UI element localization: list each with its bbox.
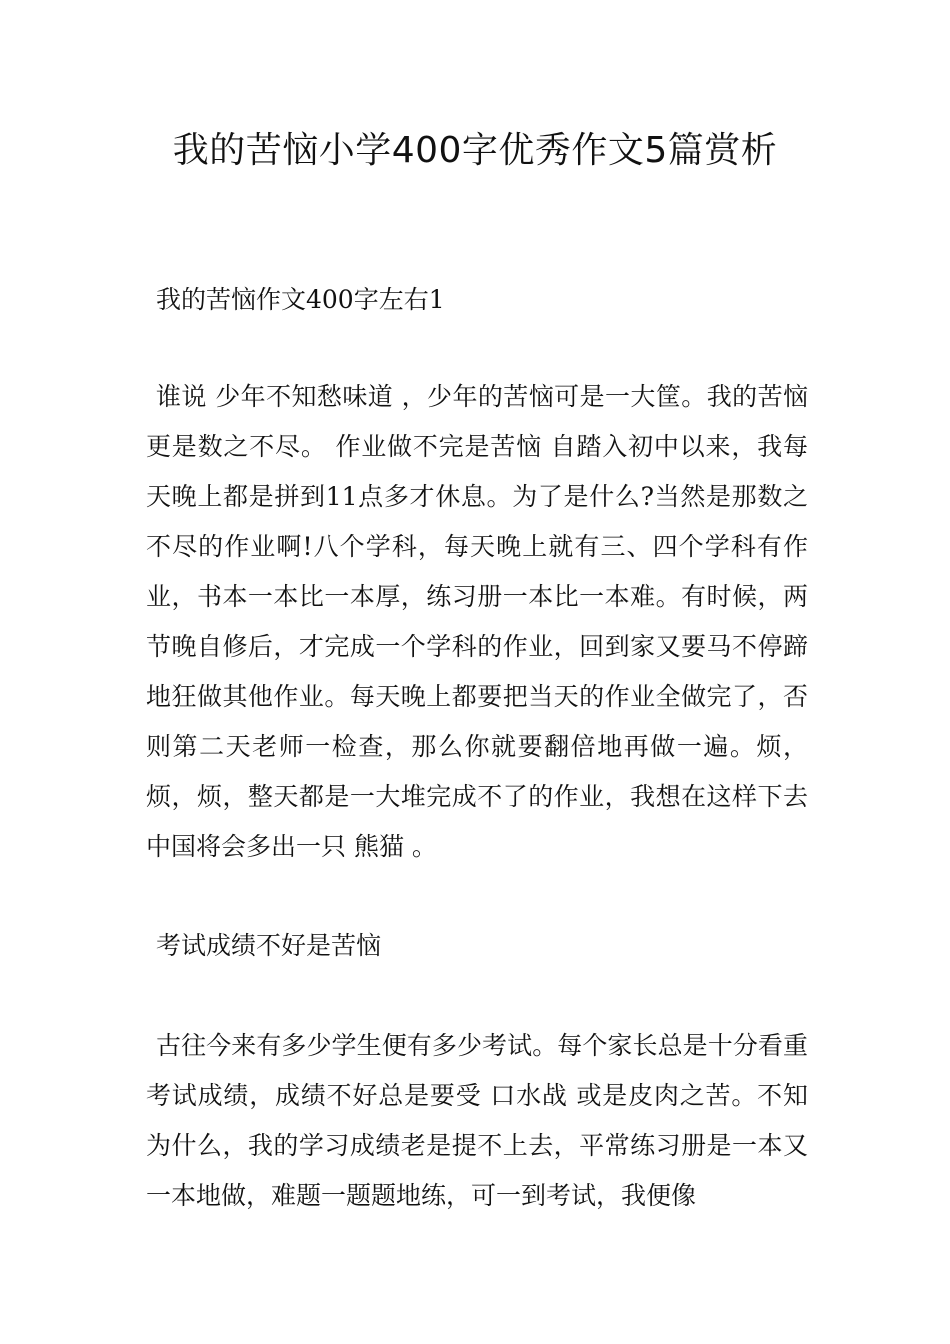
body-paragraph: 谁说 少年不知愁味道 ，少年的苦恼可是一大筐。我的苦恼更是数之不尽。 作业做不完是苦恼 自踏入初中以来，我每天晚上都是拼到11点多才休息。为了是什么?当然是那数之不尽的作业啊!八个学科，每天晚上就有三、四个学科有作业，书本一本比一本厚，练习册一本比一本难。有时候，两节晚自修后，才完成一个学科的作业，回到家又要马不停蹄地狂做其他作业。每天晚上都要把当天的作业全做完了，否则第二天老师一检查，那么你就要翻倍地再做一遍。烦，烦，烦，整天都是一大堆完成不了的作业，我想在这样下去中国将会多出一只 熊猫 。 — [146, 382, 808, 861]
body-paragraph: 古往今来有多少学生便有多少考试。每个家长总是十分看重考试成绩，成绩不好总是要受 口水战 或是皮肉之苦。不知为什么，我的学习成绩老是提不上去，平常练习册是一本又一本地做，难题一题题地练，可一到考试，我便像 — [146, 1031, 808, 1210]
section-heading: 考试成绩不好是苦恼 — [156, 931, 382, 960]
section-heading: 我的苦恼作文400字左右1 — [156, 285, 445, 314]
document-title: 我的苦恼小学400字优秀作文5篇赏析 — [172, 130, 778, 171]
